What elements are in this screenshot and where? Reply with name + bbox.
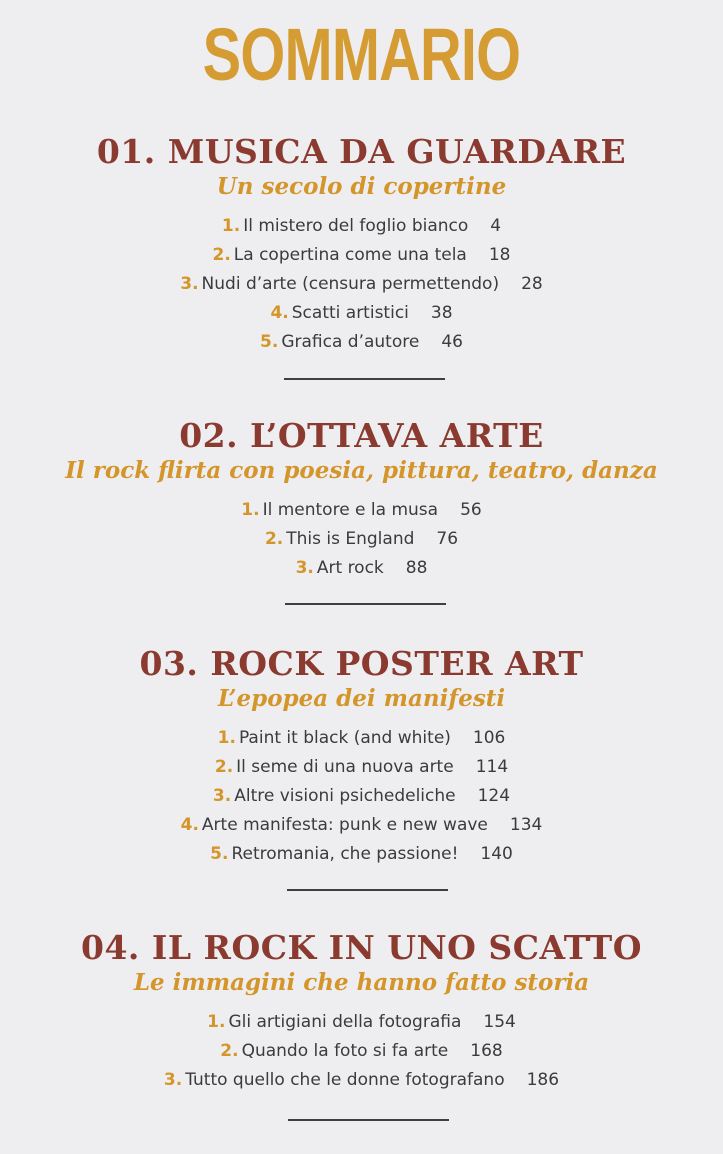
entry-number: 2. [264, 529, 284, 549]
toc-entry[interactable] [0, 753, 723, 782]
entry-page: 88 [405, 558, 428, 578]
section-heading: 02. L’OTTAVA ARTE [179, 416, 544, 455]
toc-entry[interactable] [0, 1066, 723, 1095]
entry-list [0, 1008, 723, 1095]
toc-entry[interactable] [0, 811, 723, 840]
entry-number: 5. [260, 332, 279, 352]
entry-page: 124 [477, 786, 511, 806]
section-divider [285, 603, 446, 605]
entry-number: 3. [295, 558, 314, 578]
entry-title: Quando la foto si fa arte [241, 1041, 449, 1061]
section-subtitle: Le immagini che hanno fatto storia [133, 969, 590, 996]
entry-page: 114 [475, 757, 509, 777]
entry-title: Art rock [316, 558, 384, 578]
entry-page: 168 [470, 1041, 503, 1061]
toc-entry[interactable] [0, 525, 723, 554]
entry-number: 3. [180, 274, 199, 294]
entry-title: Retromania, che passione! [231, 844, 459, 864]
entry-number: 4. [180, 815, 199, 835]
entry-title: Il seme di una nuova arte [236, 757, 454, 777]
toc-entry[interactable] [0, 724, 723, 753]
entry-title: Nudi d’arte (censura permettendo) [201, 274, 500, 294]
entry-title: Il mistero del foglio bianco [243, 216, 469, 236]
entry-page: 18 [488, 245, 511, 265]
section-heading: 01. MUSICA DA GUARDARE [96, 132, 627, 171]
section-subtitle: Un secolo di copertine [216, 173, 507, 200]
entry-page: 56 [460, 500, 482, 520]
entry-number: 2. [214, 757, 234, 777]
toc-entry[interactable] [0, 270, 723, 299]
entry-number: 3. [163, 1070, 183, 1090]
entry-page: 186 [526, 1070, 560, 1090]
toc-entry[interactable] [0, 840, 723, 869]
entry-number: 5. [210, 844, 229, 864]
entry-number: 1. [217, 728, 236, 748]
entry-page: 76 [436, 529, 459, 549]
section-heading: 03. ROCK POSTER ART [139, 644, 584, 683]
entry-number: 4. [270, 303, 289, 323]
section-divider [287, 889, 448, 891]
section-04 [0, 928, 723, 1095]
toc-entry[interactable] [0, 241, 723, 270]
entry-page: 46 [441, 332, 463, 352]
toc-entry[interactable] [0, 212, 723, 241]
section-02 [0, 416, 723, 583]
entry-number: 2. [220, 1041, 239, 1061]
entry-list [0, 212, 723, 357]
entry-page: 154 [483, 1012, 516, 1032]
entry-title: La copertina come una tela [233, 245, 467, 265]
entry-list [0, 496, 723, 583]
toc-entry[interactable] [0, 782, 723, 811]
section-heading: 04. IL ROCK IN UNO SCATTO [81, 928, 642, 967]
entry-title: Paint it black (and white) [238, 728, 451, 748]
entry-number: 1. [221, 216, 241, 236]
entry-list [0, 724, 723, 869]
entry-page: 38 [430, 303, 453, 323]
entry-title: This is England [286, 529, 415, 549]
section-subtitle: Il rock flirta con poesia, pittura, teatro, danza [65, 457, 658, 484]
entry-number: 1. [207, 1012, 226, 1032]
section-divider [284, 378, 445, 380]
page-title: SOMMARIO [202, 13, 521, 96]
entry-title: Grafica d’autore [281, 332, 420, 352]
entry-title: Scatti artistici [291, 303, 409, 323]
section-subtitle: L’epopea dei manifesti [217, 685, 506, 712]
toc-entry[interactable] [0, 554, 723, 583]
toc-entry[interactable] [0, 496, 723, 525]
entry-number: 2. [212, 245, 231, 265]
entry-title: Altre visioni psichedeliche [234, 786, 456, 806]
section-divider [288, 1119, 449, 1121]
toc-entry[interactable] [0, 328, 723, 357]
entry-title: Arte manifesta: punk e new wave [201, 815, 488, 835]
toc-entry[interactable] [0, 1008, 723, 1037]
entry-title: Tutto quello che le donne fotografano [185, 1070, 505, 1090]
entry-page: 28 [521, 274, 543, 294]
toc-entry[interactable] [0, 1037, 723, 1066]
entry-title: Il mentore e la musa [262, 500, 439, 520]
entry-page: 140 [480, 844, 513, 864]
entry-number: 1. [241, 500, 260, 520]
entry-page: 4 [490, 216, 502, 236]
entry-title: Gli artigiani della fotografia [228, 1012, 462, 1032]
toc-entry[interactable] [0, 299, 723, 328]
section-01 [0, 132, 723, 357]
entry-page: 134 [509, 815, 543, 835]
entry-page: 106 [472, 728, 506, 748]
entry-number: 3. [212, 786, 232, 806]
section-03 [0, 644, 723, 869]
